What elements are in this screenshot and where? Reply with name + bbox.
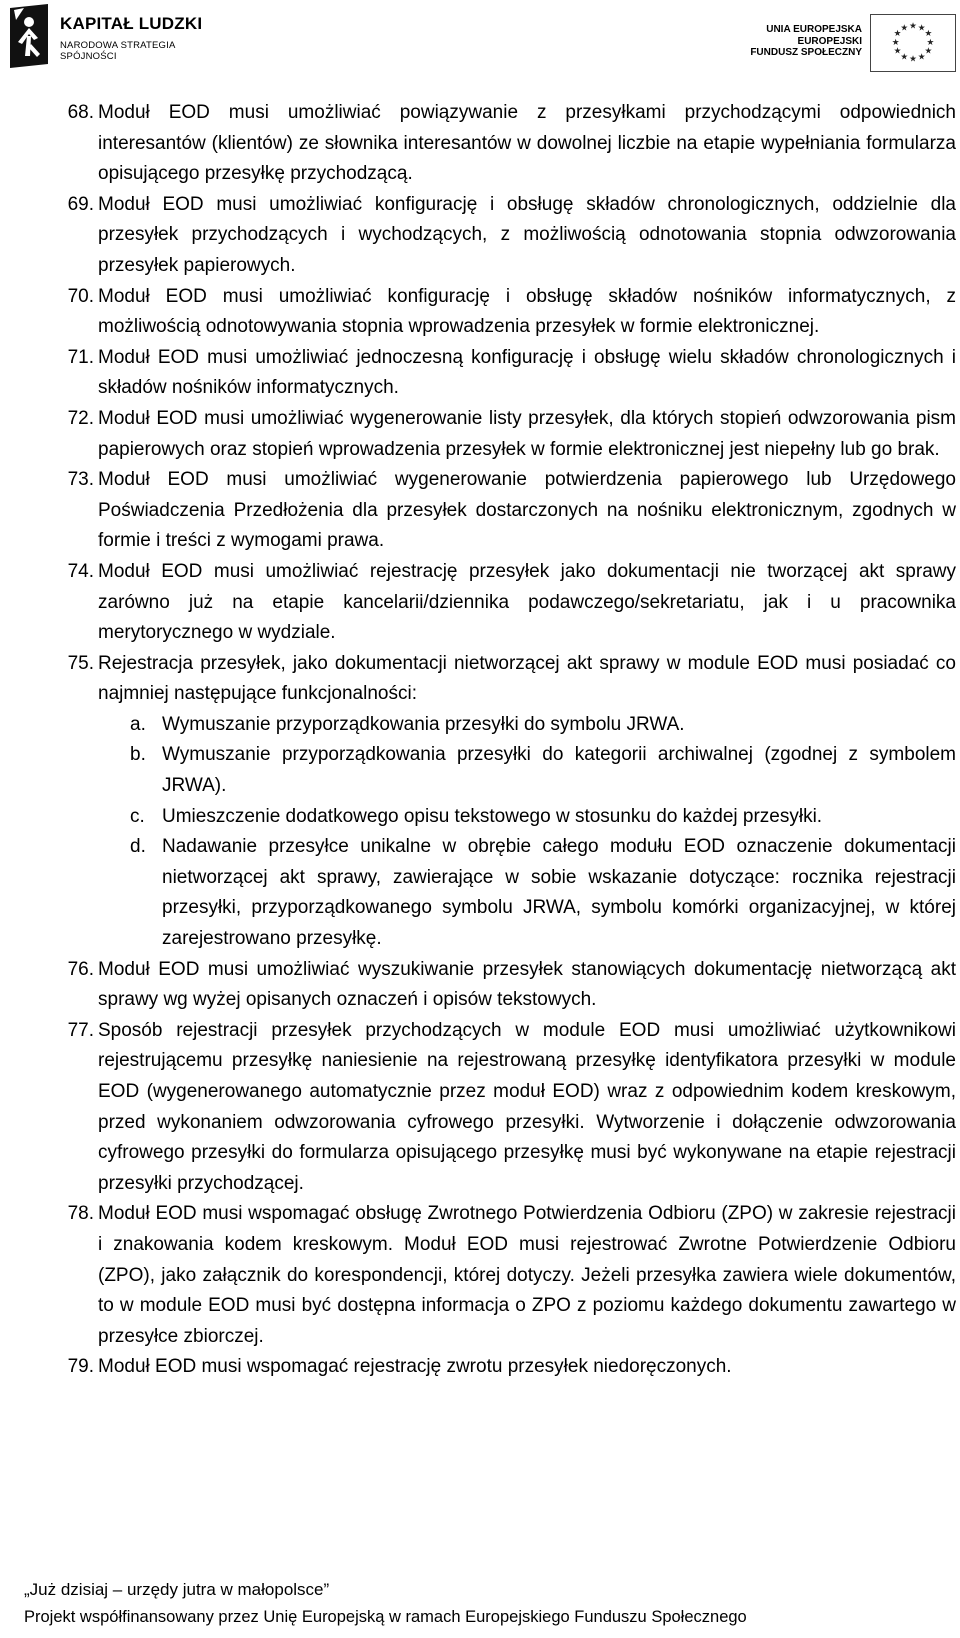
sub-item-text: Wymuszanie przyporządkowania przesyłki do symbolu JRWA. [162,713,685,735]
item-text: Moduł EOD musi wspomagać obsługę Zwrotnego Potwierdzenia Odbioru (ZPO) w zakresie rejestracji i znakowania kodem kreskowym. Moduł EOD musi rejestrować Zwrotne Potwierdzenie Odbioru (ZPO), jako załącznik do korespondencji, której dotyczy. Jeżeli przesyłka zawiera wiele dokumentów, to w module EOD musi być dostępna informacja o ZPO z poziomu każdego dokumentu zawartego w przesyłce zbiorczej. [98,1203,956,1347]
kapital-ludzki-logo-icon [8,4,50,68]
svg-text:★: ★ [900,23,909,34]
svg-text:★: ★ [926,37,935,48]
list-item [24,190,956,282]
item-number: 69. [67,193,94,215]
kapital-ludzki-subtitle: NARODOWA STRATEGIA SPÓJNOŚCI [60,40,175,62]
list-item [24,343,956,404]
item-number: 70. [67,285,94,307]
svg-text:★: ★ [909,21,917,32]
item-text: Moduł EOD musi wspomagać rejestrację zwrotu przesyłek niedoręczonych. [98,1356,732,1378]
item-text: Moduł EOD musi umożliwiać konfigurację i obsługę składów nośników informatycznych, z możliwością odnotowywania stopnia wprowadzenia przesyłek w formie elektronicznej. [98,285,956,338]
svg-text:★: ★ [924,29,933,40]
item-number: 71. [67,346,94,368]
item-text: Sposób rejestracji przesyłek przychodzących w module EOD musi umożliwiać użytkownikowi rejestrującemu przesyłkę naniesienie na rejestrowaną przesyłkę identyfikatora przesyłki w module EOD (wygenerowanego automatycznie przez moduł EOD) wraz z odpowiednim kodem kreskowym, przed wykonaniem odwzorowania cyfrowego przesyłki. Wytworzenie i dołączenie odwzorowania cyfrowego przesyłki do formularza opisującego przesyłkę musi być wykonywane na etapie rejestracji przesyłki przychodzącej. [98,1019,956,1194]
svg-text:★: ★ [909,54,917,65]
svg-text:★: ★ [900,52,909,63]
item-number: 77. [67,1019,94,1041]
svg-text:★: ★ [917,23,926,34]
footer-project-note: Projekt współfinansowany przez Unię Europejską w ramach Europejskiego Funduszu Społecznego [24,1608,747,1626]
list-item [24,1352,956,1383]
sub-item-text: Umieszczenie dodatkowego opisu tekstowego w stosunku do każdej przesyłki. [162,805,823,827]
item-number: 73. [67,469,94,491]
list-item [24,98,956,190]
list-item [24,557,956,649]
item-text: Moduł EOD musi umożliwiać wygenerowanie listy przesyłek, dla których stopień odwzorowania pism papierowych oraz stopień wprowadzenia przesyłek w formie elektronicznej jest niepełny lub go brak. [98,407,956,460]
list-item [24,1016,956,1200]
sub-list-item [130,832,956,954]
list-item [24,955,956,1016]
svg-text:★: ★ [893,46,902,57]
item-text: Moduł EOD musi umożliwiać powiązywanie z przesyłkami przychodzącymi odpowiednich interesantów (klientów) ze słownika interesantów w dowolnej liczbie na etapie wypełniania formularza opisującego przesyłkę przychodzącą. [98,102,956,185]
item-number: 78. [67,1203,94,1225]
sub-item-letter: c. [130,805,145,827]
svg-text:★: ★ [893,29,902,40]
list-item [24,404,956,465]
svg-text:★: ★ [891,37,900,48]
sub-list-item [130,802,956,833]
eu-logo-text [750,24,862,59]
item-number: 76. [67,958,94,980]
sub-list-item [130,710,956,741]
sub-item-text: Nadawanie przesyłce unikalne w obrębie całego modułu EOD oznaczenie dokumentacji nietworzącej akt sprawy, zawierające w sobie wskazanie dotyczące: rocznika rejestracji przesyłki, przyporządkowanego symbolu JRWA, symbolu komórki organizacyjnej, w której zarejestrowano przesyłkę. [162,836,956,950]
requirements-list [24,98,956,1383]
eu-line-2: EUROPEJSKI [797,35,862,47]
page-header [0,0,960,80]
item-text: Moduł EOD musi umożliwiać konfigurację i obsługę składów chronologicznych, oddzielnie dla przesyłek przychodzących i wychodzących, z możliwością odnotowania stopnia odwzorowania przesyłek papierowych. [98,193,956,276]
footer-slogan: „Już dzisiaj – urzędy jutra w małopolsce” [24,1580,330,1599]
sub-item-letter: b. [130,744,146,766]
sub-item-letter: a. [130,713,146,735]
list-item [24,282,956,343]
sub-item-text: Wymuszanie przyporządkowania przesyłki do kategorii archiwalnej (zgodnej z symbolem JRWA). [162,744,956,797]
sub-item-letter: d. [130,836,146,858]
item-number: 74. [67,560,94,582]
eu-line-3: FUNDUSZ SPOŁECZNY [750,47,862,58]
eu-flag-icon [870,14,956,72]
item-text: Moduł EOD musi umożliwiać jednoczesną konfigurację i obsługę wielu składów chronologicznych i składów nośników informatycznych. [98,346,956,399]
item-number: 72. [67,407,94,429]
item-text: Moduł EOD musi umożliwiać rejestrację przesyłek jako dokumentacji nie tworzącej akt sprawy zarówno już na etapie kancelarii/dziennika podawczego/sekretariatu, jak i u pracownika merytorycznego w wydziale. [98,560,956,644]
kapital-ludzki-title: KAPITAŁ LUDZKI [60,14,203,33]
item-text: Moduł EOD musi umożliwiać wyszukiwanie przesyłek stanowiących dokumentację nietworzącą akt sprawy wg wyżej opisanych oznaczeń i opisów tekstowych. [98,958,956,1011]
eu-line-1: UNIA EUROPEJSKA [766,24,862,35]
sub-list-item [130,740,956,801]
item-text: Rejestracja przesyłek, jako dokumentacji nietworzącej akt sprawy w module EOD musi posiadać co najmniej następujące funkcjonalności: [98,652,956,705]
item-number: 79. [67,1356,94,1378]
list-item [24,465,956,557]
item-text: Moduł EOD musi umożliwiać wygenerowanie potwierdzenia papierowego lub Urzędowego Poświadczenia Przedłożenia dla przesyłek dostarczonych na nośniku elektronicznym, zgodnych w formie i treści z wymogami prawa. [98,469,956,552]
svg-text:★: ★ [917,52,926,63]
item-number: 75. [67,652,94,674]
eu-logo [734,14,958,70]
svg-text:★: ★ [924,46,933,57]
item-number: 68. [67,102,94,123]
kapital-ludzki-logo [4,4,224,68]
list-item [24,1199,956,1352]
list-item [24,649,956,710]
